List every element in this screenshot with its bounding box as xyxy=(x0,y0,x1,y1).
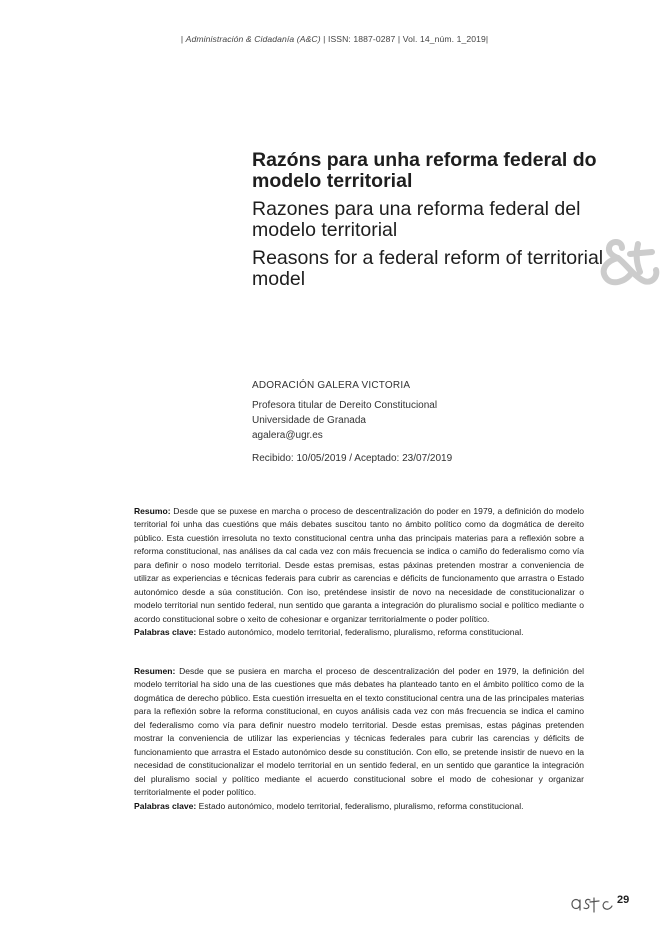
author-name: ADORACIÓN GALERA VICTORIA xyxy=(252,380,411,391)
page-number: 29 xyxy=(617,894,630,906)
title-english: Reasons for a federal reform of territorial model xyxy=(252,247,604,290)
keywords-gl-paragraph xyxy=(134,626,584,639)
ampersand-logo-icon xyxy=(592,228,662,298)
abstract-galician xyxy=(134,505,584,640)
article-titles xyxy=(252,150,612,297)
abstract-gl-label: Resumo: xyxy=(134,506,171,516)
author-email[interactable]: agalera@ugr.es xyxy=(252,430,323,441)
journal-header xyxy=(0,34,669,44)
title-galician: Razóns para unha reforma federal do modelo territorial xyxy=(252,149,597,192)
received-accepted-dates: Recibido: 10/05/2019 / Aceptado: 23/07/2019 xyxy=(252,453,453,464)
author-block xyxy=(252,380,612,464)
keywords-es-paragraph xyxy=(134,800,584,813)
header-issn-volume: | ISSN: 1887-0287 | Vol. 14_núm. 1_2019| xyxy=(320,34,489,44)
keywords-es-text: Estado autonómico, modelo territorial, federalismo, pluralismo, reforma constitucional. xyxy=(196,800,524,811)
abstract-es-text: Desde que se pusiera en marcha el proceso de descentralización del poder en 1979, la definición del modelo territorial ha sido una de las cuestiones que más debates ha planteado tanto en el ámbito político como de la dogmática de derecho público. Esta cuestión irresuelta en el texto constitucional centra una de las principales materias para la reflexión sobre la reforma constitucional, en cuyos análisis cada vez con más frecuencia se indica el camino del federalismo como vía para definir nuestro modelo territorial. Desde estas premisas, estas páginas pretenden mostrar la conveniencia de utilizar las experiencias y técnicas federales para cubrir las carencias y déficits de funcionamiento que arrastra el Estado autonómico desde su constitución. Con ello, se pretende insistir de nuevo en la necesidad de constitucionalizar el modelo territorial en un sentido federal, en un sentido que garantice la integración del pluralismo social y político mediante el acuerdo constitucional sobre el modo de cohesionar y organizar territorialmente el poder político. xyxy=(134,666,584,798)
abstract-spanish xyxy=(134,665,584,813)
abstract-gl-paragraph xyxy=(134,505,584,626)
abstract-gl-text: Desde que se puxese en marcha o proceso de descentralización do poder en 1979, a definición do modelo territorial foi unha das cuestións que máis debates suscitou tanto no ámbito político como da dogmática de dereito público. Esta cuestión irresoluta no texto constitucional centra unha das principais materias para a reflexión sobre a reforma constitucional, nas análises da cal cada vez con máis frecuencia se indica o camiño do federalismo como vía para definir o noso modelo territorial. Desde estas premisas, estas páxinas pretenden mostrar a conveniencia de utilizar as experiencias e técnicas federais para cubrir as carencias e déficits de funcionamento que arrastra o Estado autonómico desde a súa constitución. Con iso, preténdese insistir de novo na necesidade de constitucionalizar o modelo territorial nun sentido federal, nun sentido que garanta a integración do pluralismo social e político mediante o acordo constitucional sobre o xeito de cohesionar e organizar territorialmente o poder político. xyxy=(134,506,584,624)
keywords-gl-text: Estado autonómico, modelo territorial, federalismo, pluralismo, reforma constitucional. xyxy=(196,627,524,638)
keywords-es-label: Palabras clave: xyxy=(134,800,197,811)
abstract-es-paragraph xyxy=(134,665,584,800)
header-prefix: | xyxy=(180,34,186,44)
a-and-c-logo-icon xyxy=(568,888,616,918)
author-institution: Universidade de Granada xyxy=(252,415,366,426)
keywords-gl-label: Palabras clave: xyxy=(134,627,197,638)
abstract-es-label: Resumen: xyxy=(134,666,176,676)
title-spanish: Razones para una reforma federal del modelo territorial xyxy=(252,198,581,241)
author-position: Profesora titular de Dereito Constitucional xyxy=(252,400,438,411)
journal-name: Administración & Cidadanía (A&C) xyxy=(185,34,321,44)
